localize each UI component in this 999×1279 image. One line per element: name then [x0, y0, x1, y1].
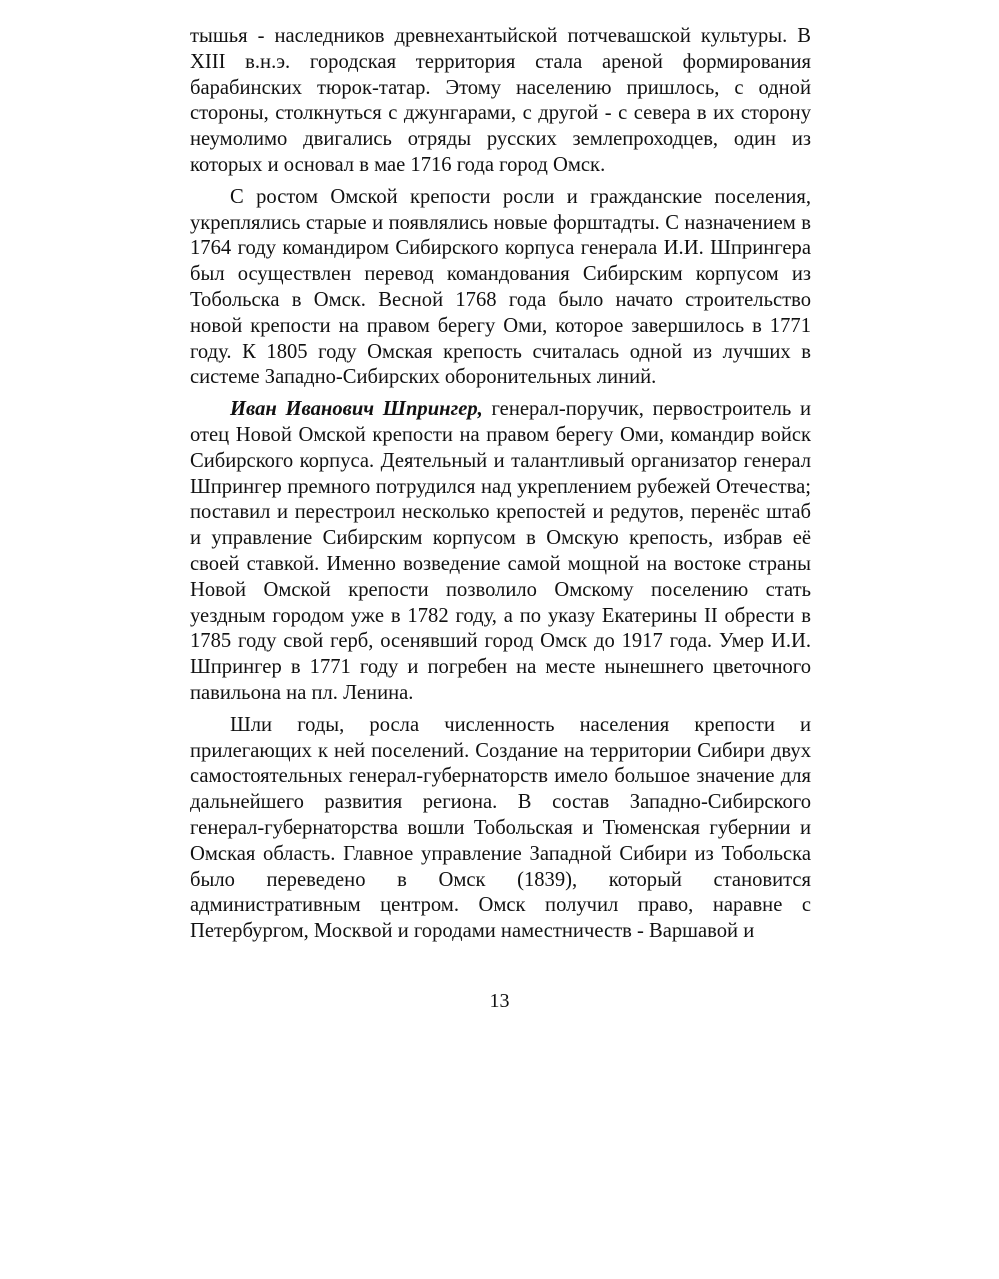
paragraph-2-text: С ростом Омской крепости росли и гражданские поселения, укреплялись старые и появлялись новые форштадты. С назначением в 1764 году командиром Сибирского корпуса генерала И.И. Шпрингера был осуществлен перевод командования Сибирским корпусом из Тобольска в Омск. Весной 1768 года было начато строительство новой крепости на правом берегу Оми, которое завершилось в 1771 году. К 1805 году Омская крепость считалась одной из лучших в системе Западно-Сибирских оборонительных линий. — [190, 185, 811, 389]
page-body — [190, 24, 811, 945]
paragraph-3-text: генерал-поручик, первостроитель и отец Новой Омской крепости на правом берегу Оми, командир войск Сибирского корпуса. Деятельный и талантливый организатор генерал Шпрингер премного потрудился над укреплением рубежей Отечества; поставил и перестроил несколько крепостей и редутов, перенёс штаб и управление Сибирским корпусом в Омскую крепость, избрав её своей ставкой. Именно возведение самой мощной на востоке страны Новой Омской крепости позволило Омскому поселению стать уездным городом уже в 1782 году, а по указу Екатерины II обрести в 1785 году свой герб, осенявший город Омск до 1917 года. Умер И.И. Шпрингер в 1771 году и погребен на месте нынешнего цветочного павильона на пл. Ленина. — [190, 398, 811, 704]
paragraph-4-text: Шли годы, росла численность населения крепости и прилегающих к ней поселений. Создание на территории Сибири двух самостоятельных генерал-губернаторств имело большое значение для дальнейшего развития региона. В состав Западно-Сибирского генерал-губернаторства вошли Тобольская и Тюменская губернии и Омская область. Главное управление Западной Сибири из Тобольска было переведено в Омск (1839), который становится административным центром. Омск получил право, наравне с Петербургом, Москвой и городами наместничеств - Варшавой и — [190, 713, 811, 943]
paragraph-1-text: тышья - наследников древнехантыйской потчевашской культуры. В XIII в.н.э. городская территория стала ареной формирования барабинских тюрок-татар. Этому населению пришлось, с одной стороны, столкнуться с джунгарами, с другой - с севера в их сторону неумолимо двигались отряды русских землепроходцев, один из которых и основал в мае 1716 года город Омск. — [190, 25, 811, 176]
paragraph-4 — [190, 713, 811, 945]
springer-name-lead: Иван Иванович Шпрингер, — [230, 398, 483, 421]
page-number: 13 — [489, 990, 510, 1012]
paragraph-2 — [190, 185, 811, 391]
paragraph-1 — [190, 24, 811, 179]
paragraph-3 — [190, 397, 811, 707]
